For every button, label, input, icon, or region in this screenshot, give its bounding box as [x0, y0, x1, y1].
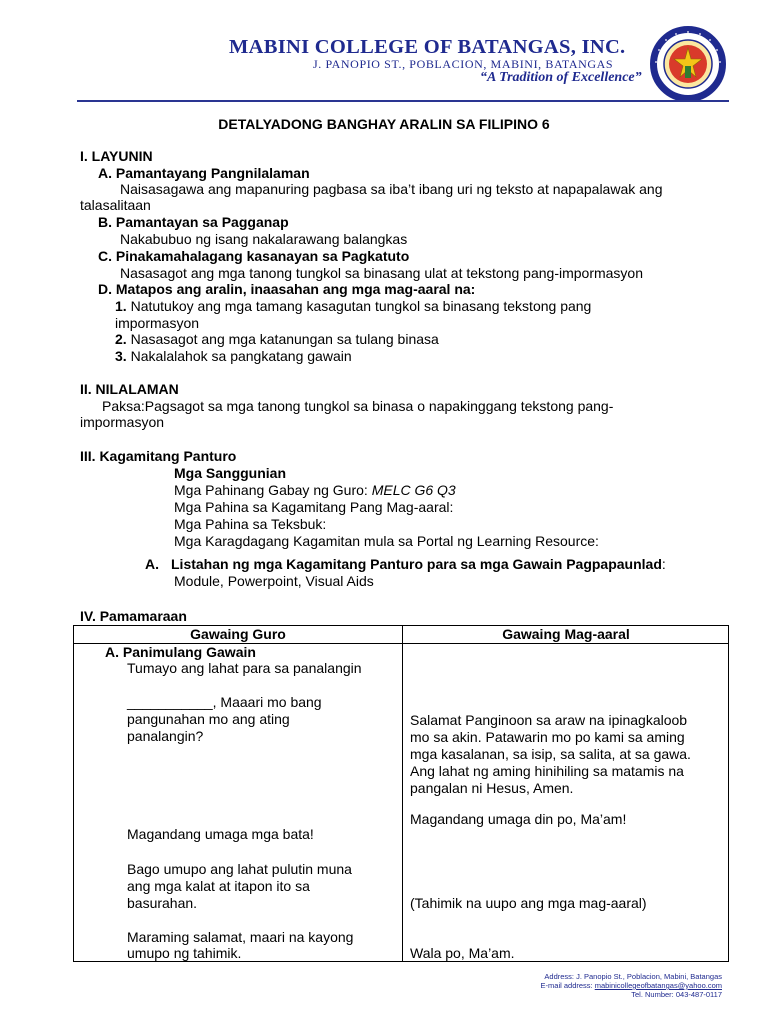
- footer-email-link[interactable]: mabinicollegeofbatangas@yahoo.com: [594, 981, 722, 990]
- kagamitan-a-heading: [145, 556, 666, 573]
- school-motto: “A Tradition of Excellence”: [480, 70, 642, 85]
- layunin-c-text: Nasasagot ang mga tanong tungkol sa binasang ulat at tekstong pang-impormasyon: [120, 265, 644, 281]
- item-text: Nasasagot ang mga katanungan sa tulang binasa: [126, 331, 439, 347]
- layunin-c-heading: C. Pinakamahalagang kasanayan sa Pagkatuto: [98, 248, 410, 264]
- table-section-a-heading: A. Panimulang Gawain: [105, 644, 256, 660]
- item-number: 1.: [115, 298, 127, 314]
- footer-address: Address: J. Panopio St., Poblacion, Mabini, Batangas: [544, 972, 722, 981]
- mag-aaral-line: Magandang umaga din po, Ma’am!: [410, 811, 627, 827]
- kagamitan-ref-teksbuk: Mga Pahina sa Teksbuk:: [174, 516, 327, 532]
- ref-label: Mga Pahinang Gabay ng Guro:: [174, 482, 372, 498]
- layunin-a-text-line2: talasalitaan: [80, 197, 151, 213]
- guro-line: ___________, Maaari mo bang: [127, 694, 322, 710]
- layunin-b-text: Nakabubuo ng isang nakalarawang balangkas: [120, 231, 408, 247]
- school-seal-icon: [650, 26, 726, 102]
- item-number: 3.: [115, 348, 127, 364]
- nilalaman-text-line1: Paksa:Pagsagot sa mga tanong tungkol sa binasa o napakinggang tekstong pang-: [102, 398, 614, 414]
- mag-aaral-line: Ang lahat ng aming hinihiling sa matamis na: [410, 763, 684, 779]
- guro-line: umupo ng tahimik.: [127, 945, 242, 961]
- guro-line: Tumayo ang lahat para sa panalangin: [127, 660, 362, 676]
- layunin-b-heading: B. Pamantayan sa Pagganap: [98, 214, 289, 230]
- mag-aaral-line: mo sa akin. Patawarin mo po kami sa aming: [410, 729, 685, 745]
- mag-aaral-line: (Tahimik na uupo ang mga mag-aaral): [410, 895, 647, 911]
- kagamitan-sanggunian-heading: Mga Sanggunian: [174, 465, 286, 481]
- guro-line: Bago umupo ang lahat pulutin muna: [127, 861, 352, 877]
- layunin-d-item-1: [115, 298, 591, 315]
- table-header-mag-aaral: Gawaing Mag-aaral: [502, 626, 630, 642]
- kagamitan-a-text: Module, Powerpoint, Visual Aids: [174, 573, 374, 589]
- item-text: Natutukoy ang mga tamang kasagutan tungkol sa binasang tekstong pang: [126, 298, 592, 314]
- layunin-d-heading: D. Matapos ang aralin, inaasahan ang mga mag-aaral na:: [98, 281, 476, 297]
- list-colon: :: [661, 556, 666, 572]
- guro-line: Maraming salamat, maari na kayong: [127, 929, 354, 945]
- section-kagamitan-heading: III. Kagamitang Panturo: [80, 448, 237, 464]
- school-address: J. PANOPIO ST., POBLACION, MABINI, BATANGAS: [313, 57, 614, 71]
- section-nilalaman-heading: II. NILALAMAN: [80, 381, 179, 397]
- kagamitan-ref-portal: Mga Karagdagang Kagamitan mula sa Portal ng Learning Resource:: [174, 533, 599, 549]
- layunin-d-item-2: [115, 331, 439, 348]
- mag-aaral-line: Salamat Panginoon sa araw na ipinagkaloob: [410, 712, 688, 728]
- layunin-a-text-line1: Naisasagawa ang mapanuring pagbasa sa iba’t ibang uri ng teksto at napapalawak ang: [120, 181, 663, 197]
- guro-line: pangunahan mo ang ating: [127, 711, 290, 727]
- layunin-d-item-3: [115, 348, 352, 365]
- footer-telephone: Tel. Number: 043-487-0117: [631, 990, 722, 999]
- guro-line: basurahan.: [127, 895, 198, 911]
- table-column-divider: [402, 626, 403, 961]
- ref-value: MELC G6 Q3: [371, 482, 456, 498]
- layunin-a-heading: A. Pamantayang Pangnilalaman: [98, 165, 310, 181]
- section-layunin-heading: I. LAYUNIN: [80, 148, 153, 164]
- school-name: MABINI COLLEGE OF BATANGAS, INC.: [229, 36, 626, 58]
- section-pamamaraan-heading: IV. Pamamaraan: [80, 608, 187, 624]
- layunin-d-item-1-cont: impormasyon: [115, 315, 200, 331]
- guro-line: ang mga kalat at itapon ito sa: [127, 878, 310, 894]
- header-divider: [77, 100, 729, 102]
- item-number: 2.: [115, 331, 127, 347]
- nilalaman-text-line2: impormasyon: [80, 414, 165, 430]
- mag-aaral-line: mga kasalanan, sa isip, sa salita, at sa gawa.: [410, 746, 691, 762]
- kagamitan-ref-mag-aaral: Mga Pahina sa Kagamitang Pang Mag-aaral:: [174, 499, 454, 515]
- kagamitan-ref-gabay: [174, 482, 456, 499]
- guro-line: Magandang umaga mga bata!: [127, 826, 314, 842]
- guro-line: panalangin?: [127, 728, 204, 744]
- pamamaraan-table: [73, 625, 729, 962]
- item-text: Nakalalahok sa pangkatang gawain: [126, 348, 352, 364]
- list-letter: A.: [145, 556, 159, 572]
- mag-aaral-line: pangalan ni Hesus, Amen.: [410, 780, 574, 796]
- table-header-guro: Gawaing Guro: [190, 626, 286, 642]
- mag-aaral-line: Wala po, Ma’am.: [410, 945, 515, 961]
- document-title: DETALYADONG BANGHAY ARALIN SA FILIPINO 6: [218, 116, 550, 132]
- footer-email-label: E-mail address:: [540, 981, 595, 990]
- footer-email: [541, 981, 722, 990]
- list-heading-text: Listahan ng mga Kagamitang Panturo para sa mga Gawain Pagpapaunlad: [171, 556, 662, 572]
